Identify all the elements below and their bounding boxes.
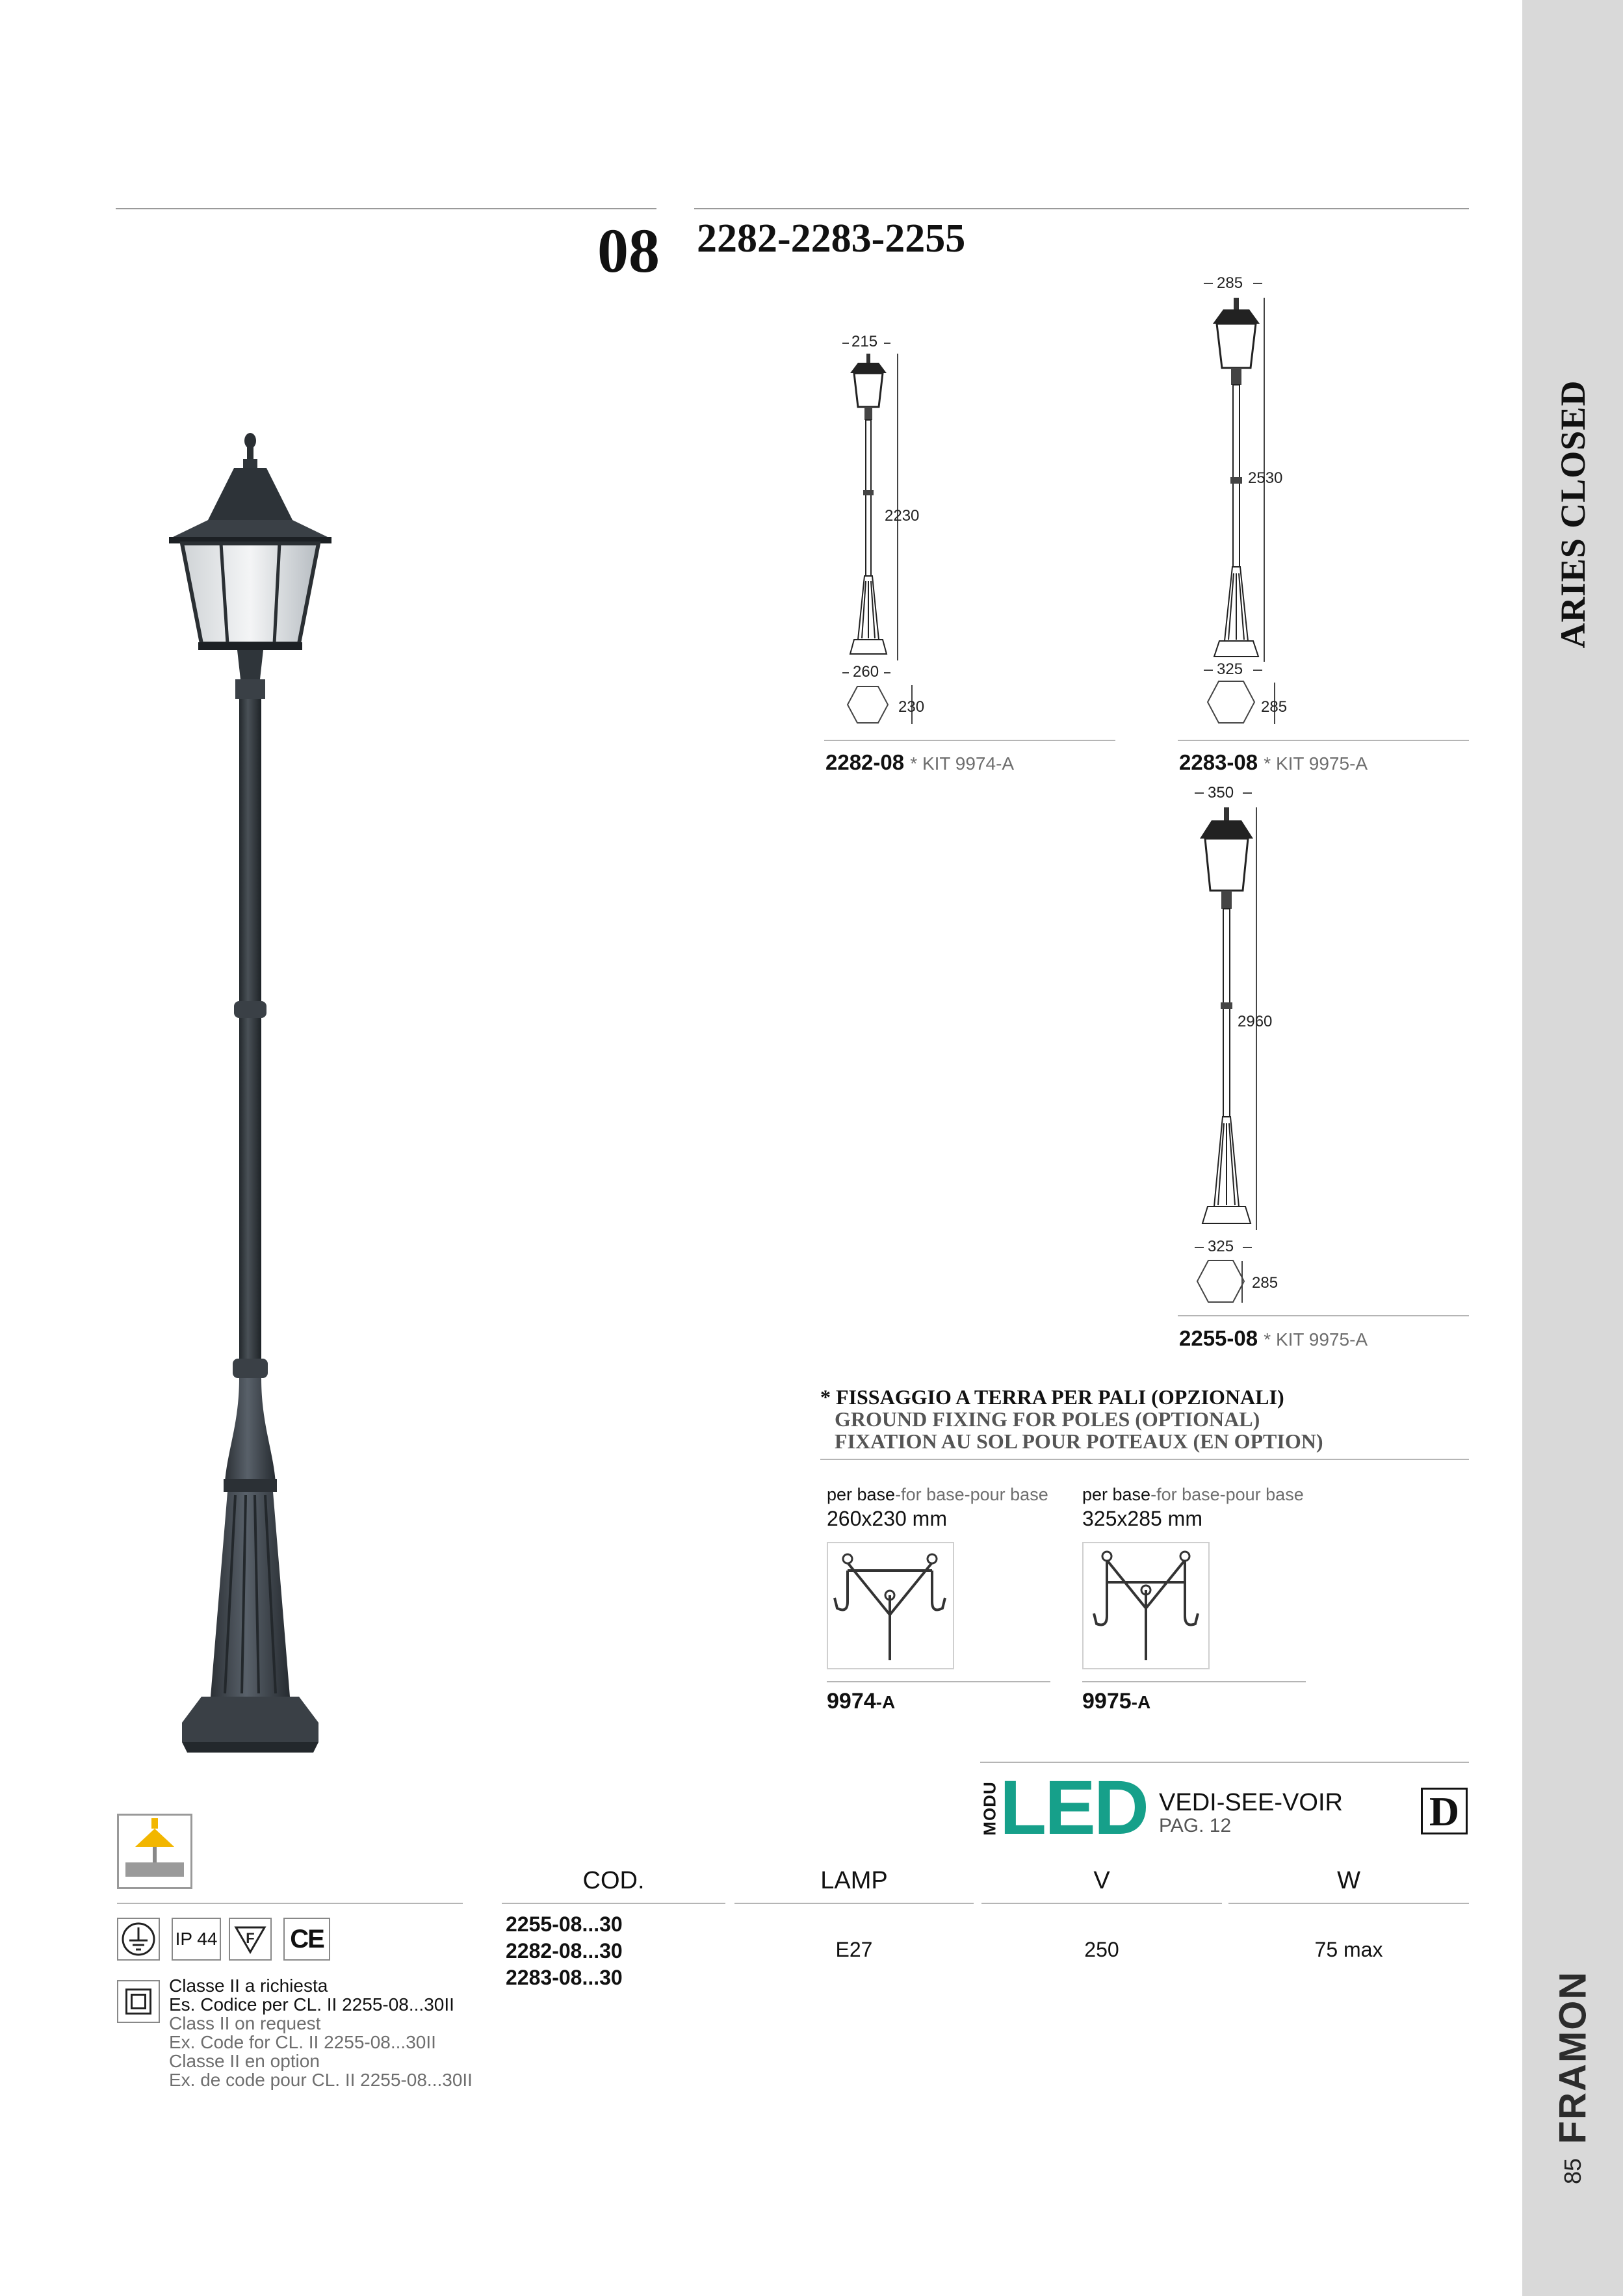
- f-mark-icon: [229, 1918, 272, 1961]
- dim-base-width: 325: [1208, 1238, 1234, 1255]
- sidebar: [1522, 0, 1623, 2296]
- diagram-2282-08: [824, 330, 941, 694]
- led-logo: LED: [1000, 1765, 1147, 1851]
- kit-9975-label: per base-for base-pour base: [1082, 1485, 1304, 1504]
- ce-mark-icon: CE: [283, 1918, 330, 1961]
- section-number: 08: [597, 216, 660, 285]
- kit-rule: [827, 1681, 1050, 1682]
- lamp-post-photo: [162, 429, 344, 1755]
- table-row: 2255-08...30: [506, 1912, 623, 1936]
- kit-9975-image: [1082, 1542, 1210, 1669]
- dim-base-depth: 230: [898, 698, 925, 716]
- kit-9975-code: 9975-A: [1082, 1689, 1151, 1714]
- page-number: 85: [1559, 2158, 1586, 2185]
- product-rule: [824, 740, 1115, 741]
- dim-top-width: 215: [851, 333, 878, 350]
- table-rule: [734, 1903, 974, 1904]
- table-row: 2282-08...30: [506, 1939, 623, 1963]
- class-ii-icon: [117, 1980, 160, 2023]
- dim-height: 2960: [1238, 1013, 1273, 1030]
- product-label-2255: 2255-08 * KIT 9975-A: [1179, 1326, 1368, 1350]
- product-label-2283: 2283-08 * KIT 9975-A: [1179, 750, 1368, 774]
- ground-fixing-title: * FISSAGGIO A TERRA PER PALI (OPZIONALI) GROUND FIXING FOR POLES (OPTIONAL) FIXATION AU SOL POUR POTEAUX (EN OPTION): [820, 1385, 1323, 1453]
- led-banner-rule: [980, 1762, 1469, 1763]
- cert-rule: [117, 1903, 463, 1904]
- base-hexagon-2283: [1206, 680, 1256, 724]
- brand-logo: [1522, 1970, 1623, 2145]
- table-cell-voltage: 250: [1084, 1938, 1119, 1961]
- dim-height: 2230: [885, 507, 920, 525]
- series-title-vertical: [1522, 380, 1623, 649]
- table-rule: [502, 1903, 725, 1904]
- table-codes: [506, 1911, 623, 1991]
- svg-text:F: F: [246, 1930, 255, 1946]
- table-cell-lamp: E27: [835, 1938, 873, 1961]
- diagram-2255-08: [1178, 781, 1308, 1273]
- dim-height: 2530: [1248, 469, 1283, 487]
- ground-fixing-rule: [820, 1459, 1469, 1460]
- kit-9975-size: 325x285 mm: [1082, 1507, 1202, 1530]
- base-hexagon-2282: [846, 685, 889, 724]
- ip-rating-badge: IP 44: [172, 1918, 221, 1961]
- dim-top-width: 350: [1208, 784, 1234, 802]
- table-header-lamp: LAMP: [820, 1867, 888, 1894]
- modu-text: MODU: [980, 1781, 1000, 1836]
- table-cell-wattage: 75 max: [1314, 1938, 1383, 1961]
- page-number-box: [1522, 2135, 1623, 2207]
- class-ii-note: Classe II a richiesta Es. Codice per CL. II 2255-08...30II Class II on request Ex. Code for CL. II 2255-08...30II Classe II en option Ex. de code pour CL. II 2255-08...30II: [169, 1976, 473, 2090]
- table-header-wattage: W: [1337, 1867, 1360, 1894]
- dim-base-depth: 285: [1252, 1274, 1279, 1292]
- base-hexagon-2255: [1196, 1259, 1245, 1303]
- series-title: ARIES CLOSED: [1553, 380, 1592, 649]
- ground-install-icon: [117, 1814, 192, 1889]
- diagram-2283-08: [1178, 272, 1308, 694]
- product-label-2282: 2282-08 * KIT 9974-A: [825, 750, 1015, 774]
- table-header-voltage: V: [1093, 1867, 1110, 1894]
- header-rule-left: [116, 208, 656, 209]
- led-page-ref: PAG. 12: [1159, 1815, 1232, 1836]
- dim-base-depth: 285: [1261, 698, 1288, 716]
- dim-base-width: 260: [853, 663, 879, 681]
- kit-9974-image: [827, 1542, 954, 1669]
- kit-9974-code: 9974-A: [827, 1689, 896, 1714]
- table-rule: [981, 1903, 1222, 1904]
- kit-rule: [1082, 1681, 1306, 1682]
- model-codes-title: 2282-2283-2255: [697, 216, 966, 261]
- product-rule: [1178, 740, 1469, 741]
- energy-class-badge: D: [1421, 1788, 1468, 1834]
- brand-name: FRAMON: [1552, 1970, 1594, 2145]
- product-rule: [1178, 1315, 1469, 1316]
- kit-9974-label: per base-for base-pour base: [827, 1485, 1048, 1504]
- earth-ground-icon: [117, 1918, 160, 1961]
- dim-top-width: 285: [1217, 274, 1243, 292]
- table-row: 2283-08...30: [506, 1966, 623, 1989]
- header-rule-right: [694, 208, 1469, 209]
- table-rule: [1228, 1903, 1469, 1904]
- kit-9974-size: 260x230 mm: [827, 1507, 947, 1530]
- dim-base-width: 325: [1217, 660, 1243, 678]
- table-header-cod: COD.: [582, 1867, 645, 1894]
- led-see-text: VEDI-SEE-VOIR: [1159, 1789, 1343, 1816]
